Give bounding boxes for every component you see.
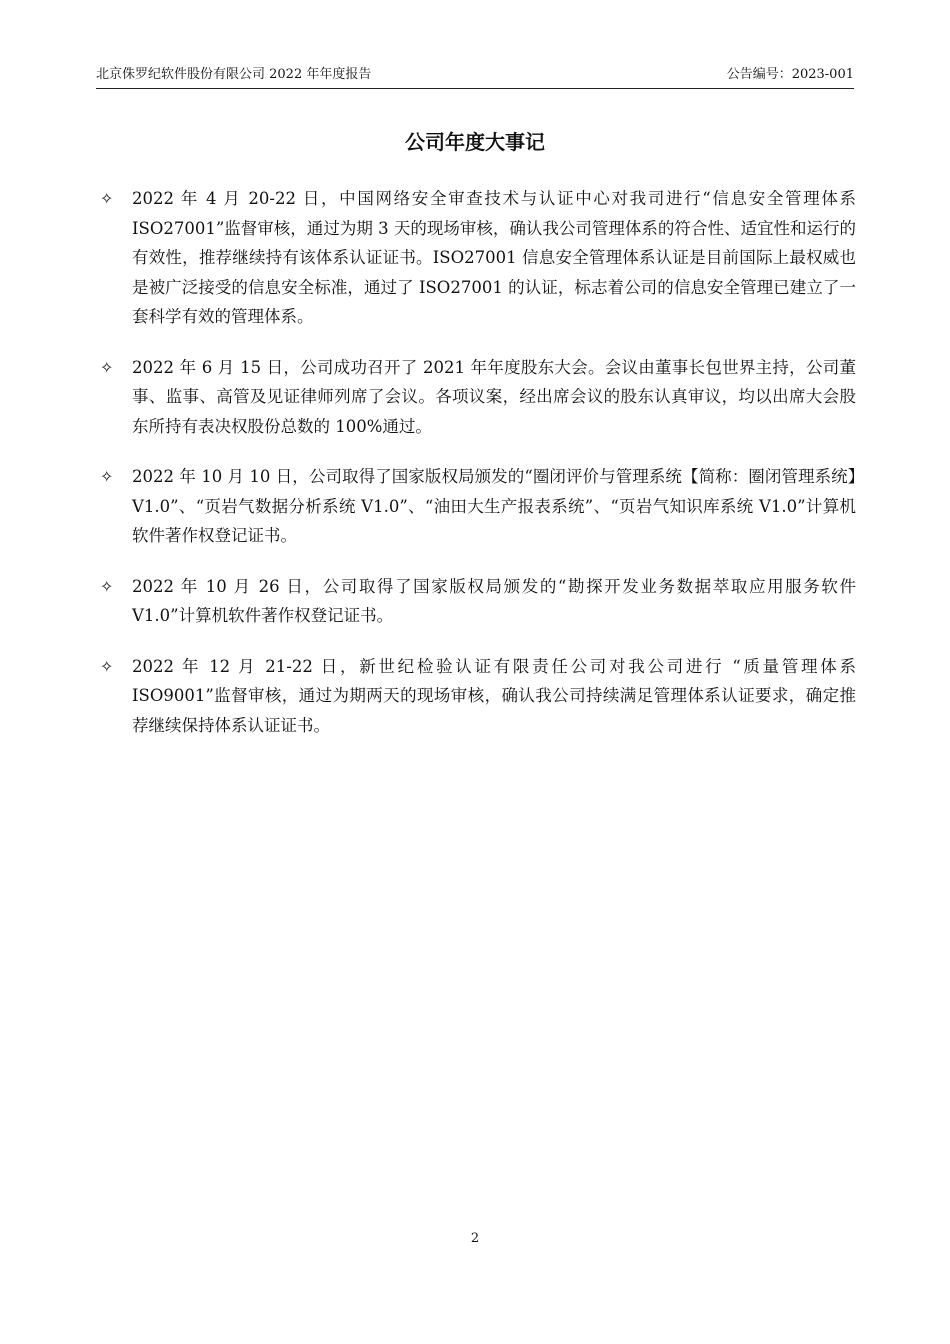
diamond-bullet-icon: ✧ (100, 467, 114, 486)
page-title: 公司年度大事记 (405, 130, 545, 154)
list-item (96, 184, 856, 332)
diamond-bullet-icon: ✧ (100, 357, 114, 377)
events-list (96, 184, 856, 761)
list-item (96, 353, 856, 442)
diamond-bullet-icon: ✧ (100, 656, 114, 676)
list-item (96, 462, 856, 551)
header-announcement-number: 公告编号：2023-001 (726, 67, 854, 82)
list-item (96, 652, 856, 741)
diamond-bullet-icon: ✧ (100, 576, 114, 596)
page-number: 2 (470, 1231, 480, 1246)
header-company-report: 北京侏罗纪软件股份有限公司 2022 年年度报告 (96, 67, 372, 82)
event-text: 2022 年 10 月 26 日，公司取得了国家版权局颁发的“勘探开发业务数据萃取应用服务软件 V1.0”计算机软件著作权登记证书。 (132, 576, 856, 625)
event-text: 2022 年 4 月 20-22 日，中国网络安全审查技术与认证中心对我司进行“信息安全管理体系 ISO27001”监督审核，通过为期 3 天的现场审核，确认我公司管理体系的符合性、适宜性和运行的有效性，推荐继续持有该体系认证证书。ISO27001 信息安全管理体系认证是目前国际上最权威也是被广泛接受的信息安全标准，通过了 ISO27001 的认证，标志着公司的信息安全管理已建立了一套科学有效的管理体系。 (132, 189, 856, 326)
diamond-bullet-icon: ✧ (100, 189, 114, 208)
event-text: 2022 年 12 月 21-22 日，新世纪检验认证有限责任公司对我公司进行 “质量管理体系 ISO9001”监督审核，通过为期两天的现场审核，确认我公司持续满足管理体系认证要求，确定推荐继续保持体系认证证书。 (132, 656, 856, 735)
event-text: 2022 年 10 月 10 日，公司取得了国家版权局颁发的“圈闭评价与管理系统【简称：圈闭管理系统】V1.0”、“页岩气数据分析系统 V1.0”、“油田大生产报表系统”、“页岩气知识库系统 V1.0”计算机软件著作权登记证书。 (132, 467, 856, 545)
page-header (96, 66, 854, 89)
list-item (96, 572, 856, 631)
event-text: 2022 年 6 月 15 日，公司成功召开了 2021 年年度股东大会。会议由董事长包世界主持，公司董事、监事、高管及见证律师列席了会议。各项议案，经出席会议的股东认真审议，均以出席大会股东所持有表决权股份总数的 100%通过。 (132, 357, 856, 436)
